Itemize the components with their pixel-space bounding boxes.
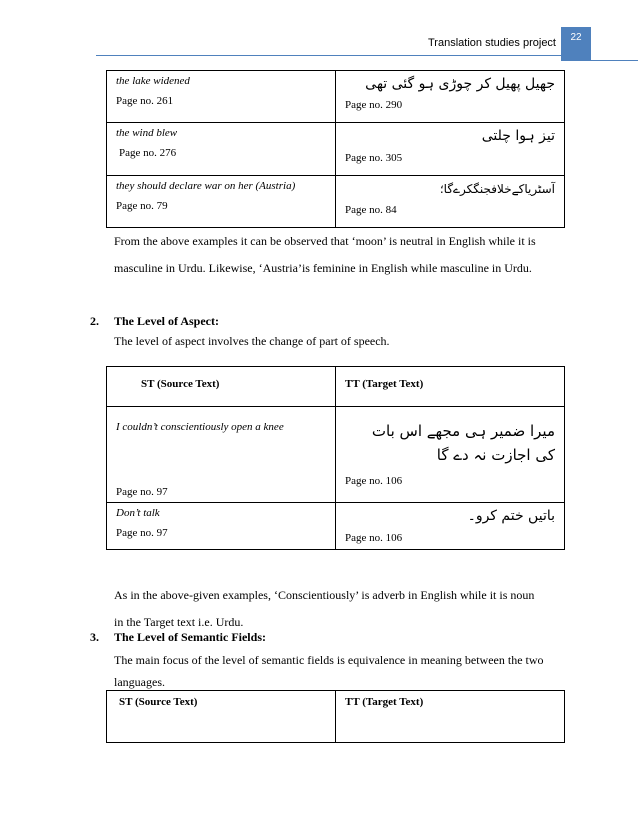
section-text-aspect: The level of aspect involves the change of part of speech. — [114, 334, 390, 348]
section-title: The Level of Aspect: — [114, 314, 219, 328]
target-page: Page no. 106 — [345, 532, 403, 544]
target-text-line: کی اجازت نہ دے گا — [436, 446, 555, 464]
header-cell-source — [107, 691, 336, 743]
source-text: they should declare war on her (Austria) — [116, 180, 296, 192]
source-page: Page no. 97 — [116, 527, 168, 539]
target-page: Page no. 106 — [345, 475, 403, 487]
target-cell — [336, 176, 565, 228]
table-header-row — [107, 367, 565, 407]
source-page: Page no. 97 — [116, 486, 168, 498]
header-cell-target — [336, 691, 565, 743]
source-cell — [107, 503, 336, 550]
table-row — [107, 71, 565, 123]
page-number-rule — [591, 60, 638, 61]
target-cell — [336, 123, 565, 176]
paragraph-line: The main focus of the level of semantic fields is equivalence in meaning between the two — [114, 653, 544, 667]
table-row — [107, 407, 565, 503]
header-cell-source — [107, 367, 336, 407]
paragraph-line: masculine in Urdu. Likewise, ‘Austria’is feminine in English while masculine in Urdu. — [114, 261, 532, 275]
examples-table-semantic-fields — [106, 690, 565, 743]
source-cell — [107, 123, 336, 176]
source-cell — [107, 407, 336, 503]
page-number: 22 — [570, 32, 582, 43]
running-header-title: Translation studies project — [428, 37, 556, 49]
header-source-label: ST (Source Text) — [141, 378, 220, 390]
table-header-row — [107, 691, 565, 743]
target-text-line: میرا ضمیر ہی مجھے اس بات — [371, 422, 555, 440]
header-cell-target — [336, 367, 565, 407]
target-cell — [336, 503, 565, 550]
paragraph-line: From the above examples it can be observed that ‘moon’ is neutral in English while it is — [114, 234, 536, 248]
page-number-badge — [561, 27, 591, 61]
paragraph-observation — [114, 228, 569, 282]
examples-table-gender — [106, 70, 565, 228]
header-rule — [96, 55, 561, 56]
target-text: باتیں ختم کرو۔ — [467, 508, 555, 524]
target-page: Page no. 84 — [345, 204, 397, 216]
header-target-label: TT (Target Text) — [345, 378, 424, 390]
section-number: 2. — [90, 314, 99, 328]
examples-table-aspect — [106, 366, 565, 550]
paragraph-line: As in the above-given examples, ‘Conscientiously’ is adverb in English while it is noun — [114, 588, 535, 602]
target-text: جھیل پھیل کر چوڑی ہو گئی تھی — [365, 76, 555, 92]
table-row — [107, 176, 565, 228]
target-cell — [336, 407, 565, 503]
source-text: the lake widened — [116, 75, 190, 87]
table-row — [107, 503, 565, 550]
target-page: Page no. 305 — [345, 152, 403, 164]
section-heading-semantic-fields — [90, 627, 560, 647]
header-source-label: ST (Source Text) — [119, 696, 198, 708]
source-cell — [107, 176, 336, 228]
source-text: the wind blew — [116, 127, 178, 139]
section-heading-aspect — [90, 311, 560, 331]
source-page: Page no. 79 — [116, 200, 168, 212]
paragraph-line: in the Target text i.e. Urdu. — [114, 615, 244, 629]
source-text: Don’t talk — [116, 507, 160, 519]
target-cell — [336, 71, 565, 123]
target-page: Page no. 290 — [345, 99, 403, 111]
target-text: آسٹریاکےخلافجنگکرےگا؛ — [439, 182, 555, 196]
source-page: Page no. 276 — [119, 147, 177, 159]
paragraph-line: languages. — [114, 675, 165, 689]
section-number: 3. — [90, 630, 99, 644]
target-text: تیز ہوا چلتی — [481, 128, 555, 144]
table-row — [107, 123, 565, 176]
header-target-label: TT (Target Text) — [345, 696, 424, 708]
section-title: The Level of Semantic Fields: — [114, 630, 266, 644]
section-text-semantic-fields — [114, 649, 569, 693]
source-text: I couldn’t conscientiously open a knee — [116, 421, 284, 433]
source-cell — [107, 71, 336, 123]
source-page: Page no. 261 — [116, 95, 174, 107]
